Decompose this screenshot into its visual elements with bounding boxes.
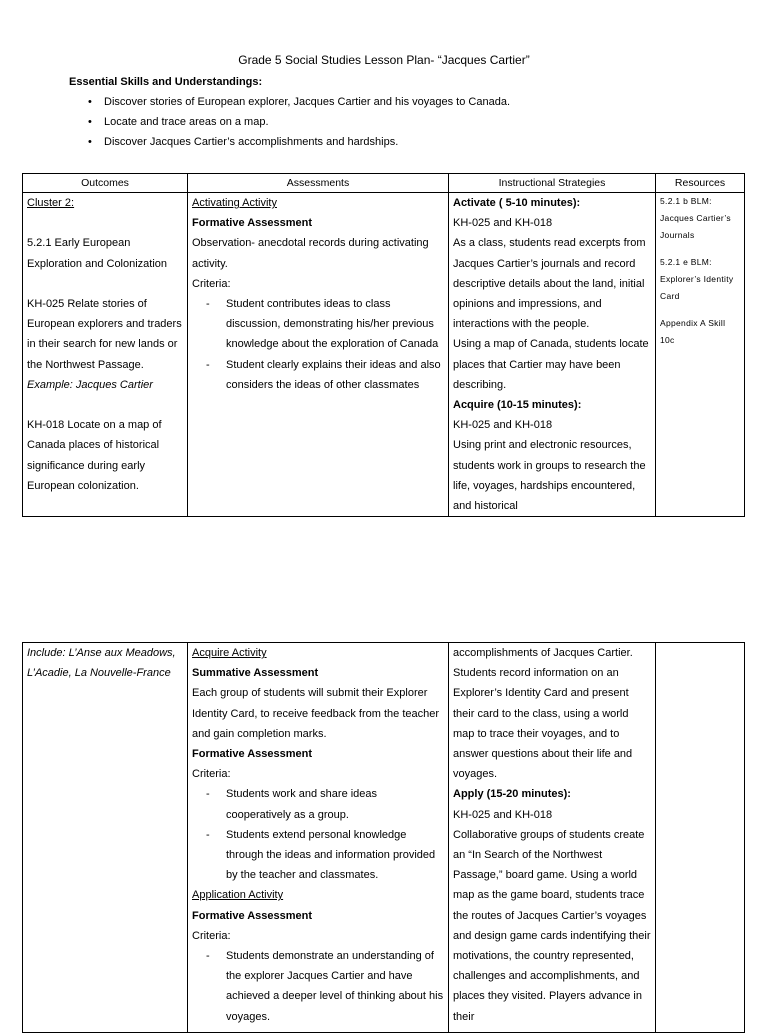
- include-note: Include: L’Anse aux Meadows, L’Acadie, La Nouvelle-France: [27, 647, 176, 680]
- essential-skill-item: • Discover stories of European explorer, Jacques Cartier and his voyages to Canada.: [88, 94, 510, 114]
- criteria-label: Criteria:: [192, 768, 231, 781]
- strategy-text: Using print and electronic resources, students work in groups to research the life, voyages, hardships encountered, and historical: [453, 439, 646, 513]
- assessment-type: Formative Assessment: [192, 217, 313, 230]
- strategies-cell: [449, 643, 656, 1033]
- resource-item: 5.2.1 e BLM: Explorer’s Identity Card: [660, 257, 734, 301]
- strategy-codes: KH-025 and KH-018: [453, 217, 553, 230]
- resources-cell: [656, 193, 745, 517]
- assessment-type: Formative Assessment: [192, 748, 313, 761]
- strategy-heading: Activate ( 5-10 minutes):: [453, 197, 581, 209]
- assessment-type: Formative Assessment: [192, 909, 313, 922]
- table-header-row: [23, 174, 745, 193]
- strategy-codes: KH-025 and KH-018: [453, 808, 553, 821]
- lesson-plan-table-continued: [22, 642, 745, 1033]
- activity-label: Acquire Activity: [192, 647, 267, 659]
- table-row: [23, 193, 745, 517]
- header-resources: Resources: [656, 174, 745, 193]
- essential-skill-item: • Locate and trace areas on a map.: [88, 114, 510, 134]
- outcome-example: Example: Jacques Cartier: [27, 378, 153, 391]
- activity-label: Activating Activity: [192, 197, 277, 209]
- criteria-label: Criteria:: [192, 929, 231, 942]
- criteria-item: - Student clearly explains their ideas and also considers the ideas of other classmates: [192, 355, 444, 395]
- outcomes-cell: [23, 193, 188, 517]
- resources-cell: [656, 643, 745, 1033]
- criteria-item: - Student contributes ideas to class discussion, demonstrating his/her previous knowledge about the exploration of Canada: [192, 294, 444, 355]
- strategy-codes: KH-025 and KH-018: [453, 419, 553, 432]
- outcomes-cell: [23, 643, 188, 1033]
- resource-item: 5.2.1 b BLM: Jacques Cartier’s Journals: [660, 196, 731, 240]
- criteria-item: - Students work and share ideas cooperatively as a group.: [192, 784, 444, 824]
- criteria-label: Criteria:: [192, 277, 231, 290]
- activity-label: Application Activity: [192, 889, 284, 902]
- cluster-label: Cluster 2:: [27, 197, 75, 209]
- header-assessments: Assessments: [188, 174, 449, 193]
- strategy-text: accomplishments of Jacques Cartier. Students record information on an Explorer’s Identity Card and present their card to the class, using a world map to trace their voyages, and to answer questions about their life and voyages.: [453, 647, 633, 781]
- strategy-text: Collaborative groups of students create an “In Search of the Northwest Passage,” board game. Using a world map as the game board, students trace the routes of Jacques Cartier’s voyages and design game cards indentifying their motivations, the country represented, challenges and accomplishments, and places they visited. Players advance in their: [453, 828, 651, 1023]
- assessment-type: Summative Assessment: [192, 667, 319, 680]
- assessment-text: Each group of students will submit their Explorer Identity Card, to receive feedback from the teacher and gain completion marks.: [192, 687, 440, 740]
- resource-item: Appendix A Skill 10c: [660, 318, 726, 345]
- outcome-item: 5.2.1 Early European Exploration and Colonization: [27, 237, 168, 270]
- assessments-cell: [188, 643, 449, 1033]
- outcome-item: KH-018 Locate on a map of Canada places of historical significance during early European colonization.: [27, 419, 162, 492]
- strategies-cell: [449, 193, 656, 517]
- assessment-text: Observation- anecdotal records during activating activity.: [192, 237, 429, 270]
- header-outcomes: Outcomes: [23, 174, 188, 193]
- strategy-text: As a class, students read excerpts from Jacques Cartier’s journals and record descriptive details about the land, initial opinions and impressions, and interactions with the people.: [453, 237, 646, 331]
- criteria-item: - Students demonstrate an understanding of the explorer Jacques Cartier and have achieved a deeper level of thinking about his voyages.: [192, 946, 444, 1027]
- assessments-cell: [188, 193, 449, 517]
- table-row: [23, 643, 745, 1033]
- criteria-list: [192, 784, 444, 885]
- criteria-list: [192, 294, 444, 395]
- strategy-text: Using a map of Canada, students locate places that Cartier may have been describing.: [453, 338, 649, 391]
- outcome-item: KH-025 Relate stories of European explorers and traders in their search for new lands or the Northwest Passage. Example: Jacques Cartier: [27, 297, 182, 391]
- essential-skill-item: • Discover Jacques Cartier’s accomplishments and hardships.: [88, 134, 510, 154]
- criteria-item: - Students extend personal knowledge through the ideas and information provided by the teacher and classmates.: [192, 825, 444, 886]
- strategy-heading: Acquire (10-15 minutes):: [453, 399, 582, 412]
- essential-skills-heading: Essential Skills and Understandings:: [69, 76, 263, 88]
- essential-skills-list: [88, 94, 510, 154]
- strategy-heading: Apply (15-20 minutes):: [453, 788, 571, 801]
- header-strategies: Instructional Strategies: [449, 174, 656, 193]
- page-title: Grade 5 Social Studies Lesson Plan- “Jacques Cartier”: [238, 53, 530, 67]
- lesson-plan-table: [22, 173, 745, 517]
- criteria-list: [192, 946, 444, 1027]
